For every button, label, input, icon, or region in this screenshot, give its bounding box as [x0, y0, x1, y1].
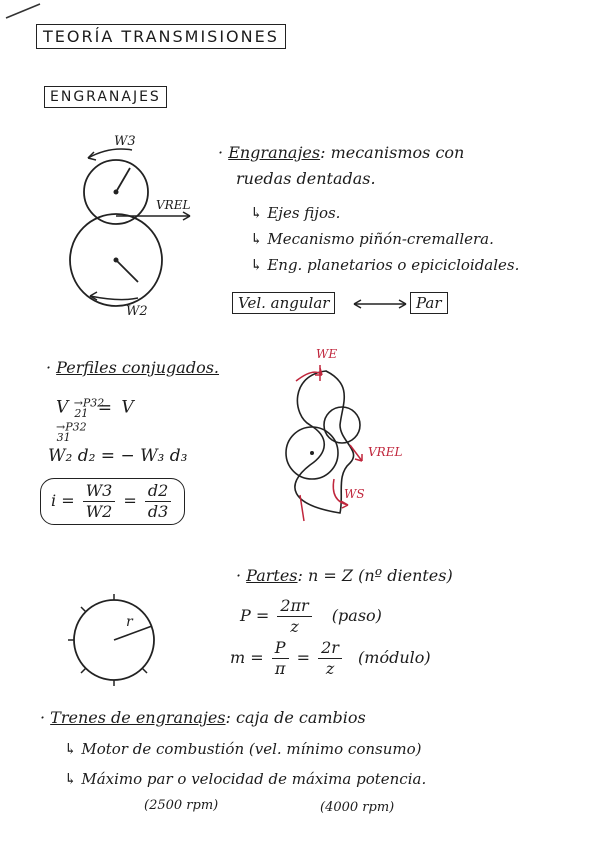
engranajes-definition [218, 140, 464, 192]
engranajes-line2: ruedas dentadas. [236, 169, 376, 188]
ratio-frac-w: $\frac{W3}{W2}$ [83, 481, 116, 522]
section-heading: ENGRANAJES [44, 86, 167, 108]
angular-equation: W₂ d₂ = − W₃ d₃ [48, 446, 188, 466]
arrow-icon: ↳ [64, 740, 82, 758]
list-item: ↳ Mecanismo piñón-cremallera. [250, 230, 494, 248]
list-item: ↳ Ejes fijos. [250, 204, 341, 222]
w3-label: W3 [114, 134, 136, 149]
gear-diagram [60, 130, 220, 330]
vrel-cam-label: VREL [368, 445, 403, 459]
ratio-box: i = $\frac{W3}{W2}$ = $\frac{d2}{d3}$ [40, 478, 185, 525]
w2-label: W2 [126, 304, 148, 319]
arrow-icon: ↳ [250, 204, 268, 222]
velocity-equation: V $^{\to P32}_{21}$ = V $^{\to P32}_{31}$ [56, 396, 134, 445]
trenes-item-2: ↳ Máximo par o velocidad de máxima potencia. [64, 770, 427, 788]
engranajes-list [250, 200, 519, 278]
par-box: Par [410, 292, 448, 314]
page-title: TEORÍA TRANSMISIONES [36, 24, 286, 49]
bullet: · [218, 143, 224, 162]
vrel-label: VREL [156, 198, 191, 212]
engranajes-term: Engranajes [228, 143, 321, 162]
arrow-icon: ↳ [250, 230, 268, 248]
ws-label: WS [344, 487, 365, 501]
we-label: WE [316, 347, 338, 361]
modulo-equation: m = $\frac{P}{\pi}$ = $\frac{2r}{z}$ (módulo) [230, 638, 431, 678]
perfiles-heading: · Perfiles conjugados. [46, 358, 220, 377]
paso-equation: P = $\frac{2\pi r}{z}$ (paso) [240, 596, 382, 636]
conjugate-profiles-diagram [270, 345, 450, 525]
arrow-icon: ↳ [250, 256, 268, 274]
radius-label: r [126, 614, 133, 630]
arrow-icon: ↳ [64, 770, 82, 788]
vel-angular-box: Vel. angular [232, 292, 335, 314]
ratio-frac-d: $\frac{d2}{d3}$ [145, 481, 171, 522]
engranajes-line1: : mecanismos con [320, 143, 465, 162]
trenes-heading: · Trenes de engranajes: caja de cambios [40, 708, 366, 727]
rpm-1: (2500 rpm) [144, 798, 219, 813]
partes-heading: · Partes: n = Z (nº dientes) [236, 566, 453, 585]
rpm-2: (4000 rpm) [320, 800, 395, 815]
list-item: ↳ Eng. planetarios o epicicloidales. [250, 256, 520, 274]
trenes-item-1: ↳ Motor de combustión (vel. mínimo consumo) [64, 740, 422, 758]
